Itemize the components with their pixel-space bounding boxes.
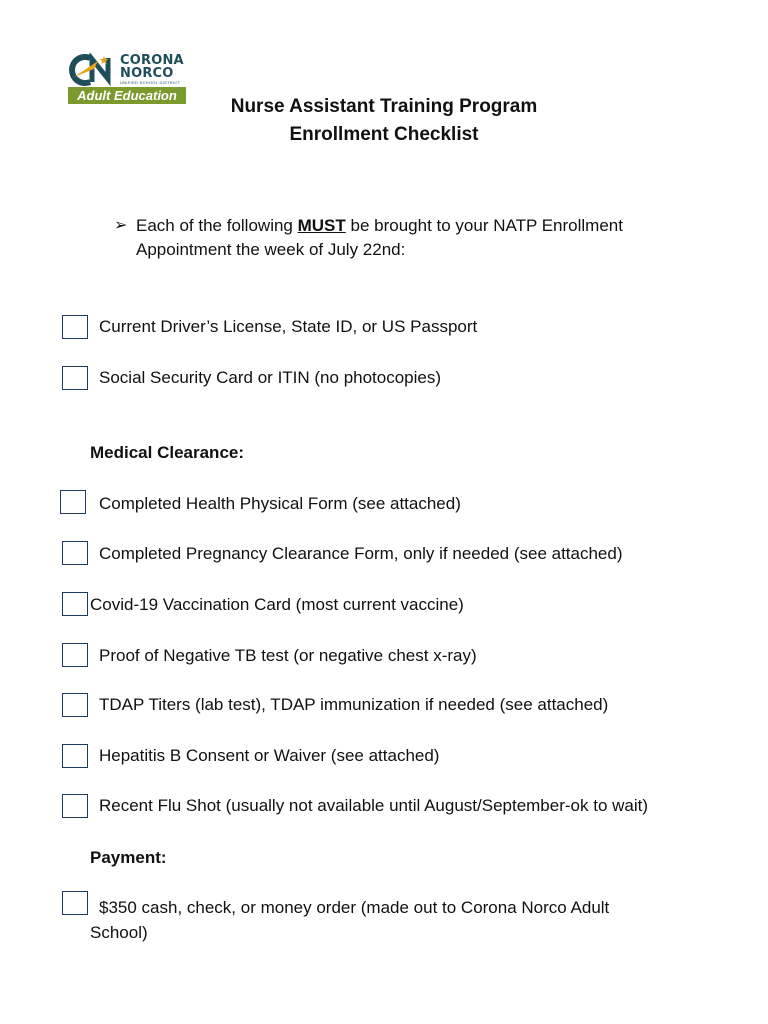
checkbox-flu-shot[interactable] [62, 794, 88, 818]
item-pregnancy-clearance: Completed Pregnancy Clearance Form, only if needed (see attached) [99, 544, 623, 563]
medical-clearance-heading: Medical Clearance: [90, 443, 245, 462]
checkbox-pregnancy-clearance[interactable] [62, 541, 88, 565]
title-line2: Enrollment Checklist [289, 124, 479, 145]
item-social-security: Social Security Card or ITIN (no photocopies) [99, 368, 442, 387]
logo-program-banner: Adult Education [68, 87, 186, 104]
item-payment-line1: $350 cash, check, or money order (made out to Corona Norco Adult [99, 898, 610, 917]
logo-name-line2: NORCO [120, 66, 174, 81]
payment-heading: Payment: [90, 848, 167, 867]
page-title [0, 93, 768, 149]
checkbox-health-physical[interactable] [60, 490, 86, 514]
intro-text [136, 214, 696, 262]
logo-district: UNIFIED SCHOOL DISTRICT [120, 80, 181, 85]
checkbox-drivers-license[interactable] [62, 315, 88, 339]
arrowhead-bullet-icon: ➢ [114, 217, 128, 234]
checkbox-hepatitis-b[interactable] [62, 744, 88, 768]
item-tdap: TDAP Titers (lab test), TDAP immunization if needed (see attached) [99, 695, 609, 714]
logo-wordmark [120, 54, 184, 80]
checkbox-social-security[interactable] [62, 366, 88, 390]
item-health-physical: Completed Health Physical Form (see attached) [99, 494, 461, 513]
cn-monogram-icon [68, 53, 118, 87]
checkbox-tdap[interactable] [62, 693, 88, 717]
item-hepatitis-b: Hepatitis B Consent or Waiver (see attached) [99, 746, 440, 765]
item-drivers-license: Current Driver’s License, State ID, or US Passport [99, 317, 478, 336]
intro-before: Each of the following [136, 216, 298, 235]
title-line1: Nurse Assistant Training Program [230, 96, 538, 117]
item-payment-line2: School) [90, 923, 148, 942]
intro-after: be brought to your NATP Enrollment Appointment the week of July 22nd: [136, 216, 623, 259]
checkbox-tb-test[interactable] [62, 643, 88, 667]
item-flu-shot: Recent Flu Shot (usually not available until August/September-ok to wait) [99, 796, 649, 815]
item-tb-test: Proof of Negative TB test (or negative chest x-ray) [99, 646, 477, 665]
checkbox-covid-card[interactable] [62, 592, 88, 616]
logo-name-line1: CORONA [120, 53, 184, 68]
item-covid-card: Covid-19 Vaccination Card (most current vaccine) [90, 595, 464, 614]
intro-emphasis: MUST [297, 216, 346, 235]
checkbox-payment[interactable] [62, 891, 88, 915]
